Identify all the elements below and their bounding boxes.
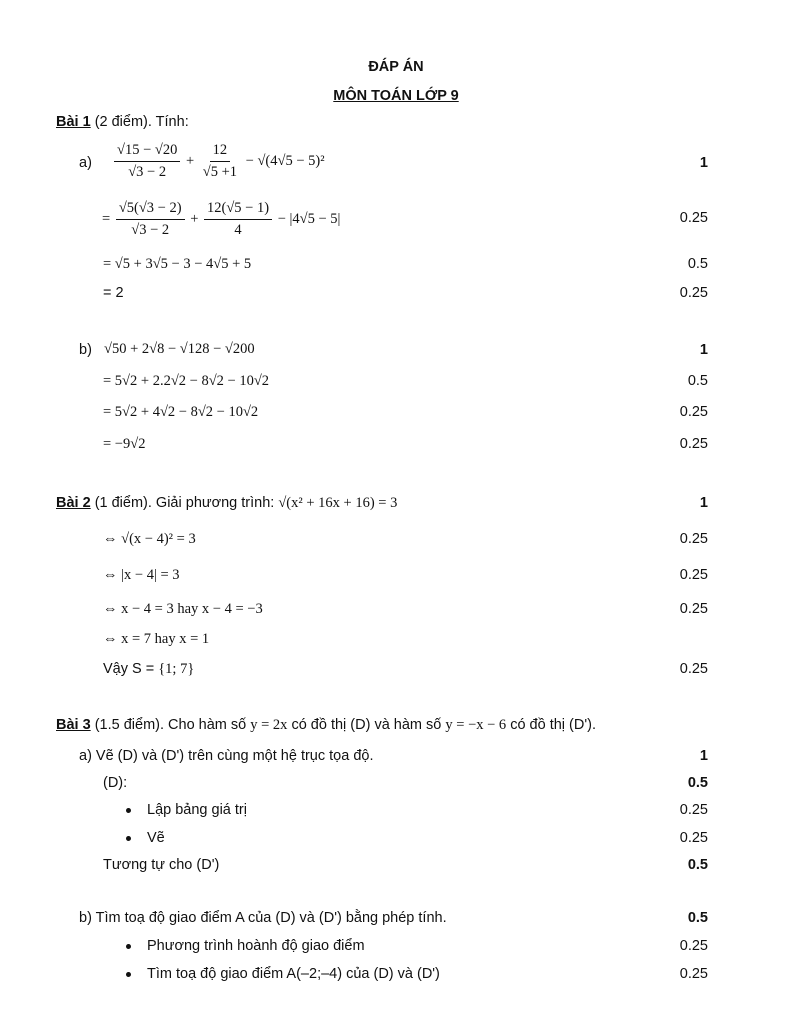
bai1b-points: 1: [699, 342, 708, 358]
bai1a-fraction-1: [114, 142, 180, 181]
bai1-heading-line: [56, 114, 189, 130]
fraction-numerator: 12: [210, 142, 231, 162]
bai3-heading: Bài 3: [56, 717, 91, 733]
bai2-intro: (1 điểm). Giải phương trình:: [90, 495, 279, 511]
bai1a-tail: − √(4√5 − 5)²: [245, 152, 325, 169]
bai2-step3-points: 0.25: [679, 601, 708, 617]
bullet-text: Phương trình hoành độ giao điểm: [147, 938, 365, 954]
bai2-step2: ⇔ |x − 4| = 3: [103, 567, 180, 583]
bai3-function-2: y = −x − 6: [445, 717, 507, 733]
step1-fraction-1: [116, 200, 185, 239]
fraction-denominator: √3 − 2: [131, 222, 170, 238]
bai3a-text: a) Vẽ (D) và (D') trên cùng một hệ trục tọa độ.: [79, 748, 374, 764]
bai1b-step1-points: 0.5: [687, 373, 708, 389]
bullet-icon: [126, 944, 131, 949]
equals-sign: =: [102, 210, 111, 227]
step1-fraction-2: [204, 200, 272, 239]
bai3-function-1: y = 2x: [250, 717, 288, 733]
bai2-conclusion: [103, 661, 194, 678]
bai1b-step3-points: 0.25: [679, 436, 708, 452]
bai1a-label: a): [79, 155, 92, 171]
bai3b-points: 0.5: [687, 910, 708, 926]
bullet-icon: [126, 972, 131, 977]
bai1b-step1: = 5√2 + 2.2√2 − 8√2 − 10√2: [103, 373, 270, 389]
conclusion-label: Vậy S =: [103, 661, 159, 677]
bai3a-d-points: 0.5: [687, 775, 708, 791]
bai3b-text: b) Tìm toạ độ giao điểm A của (D) và (D') bằng phép tính.: [79, 910, 447, 926]
bai3a-bullet-1-points: 0.25: [679, 802, 708, 818]
bullet-icon: [126, 836, 131, 841]
bai1a-step1: [102, 200, 340, 239]
bai1a-step3-points: 0.25: [679, 285, 708, 301]
fraction-numerator: √15 − √20: [114, 142, 180, 162]
plus-sign: +: [185, 152, 195, 169]
subtitle-text: MÔN TOÁN LỚP 9: [333, 88, 459, 104]
bai2-equation: √(x² + 16x + 16) = 3: [278, 495, 398, 511]
bai2-step2-points: 0.25: [679, 567, 708, 583]
bai3b-bullet-1: [126, 938, 365, 954]
bai1a-step3: = 2: [103, 285, 124, 301]
fraction-numerator: √5(√3 − 2): [116, 200, 185, 220]
bai3b-bullet-2-points: 0.25: [679, 966, 708, 982]
document-title: ĐÁP ÁN: [368, 59, 424, 75]
bai3b-bullet-1-points: 0.25: [679, 938, 708, 954]
bai1b-step2: = 5√2 + 4√2 − 8√2 − 10√2: [103, 404, 259, 420]
fraction-denominator: √5 +1: [202, 164, 238, 180]
bai1b-label: b): [79, 342, 92, 358]
bai2-step4: ⇔ x = 7 hay x = 1: [103, 631, 210, 647]
bai1a-step1-points: 0.25: [679, 210, 708, 226]
bai3-intro-1: (1.5 điểm). Cho hàm số: [90, 717, 251, 733]
bai3a-bullet-2-points: 0.25: [679, 830, 708, 846]
bai2-conclusion-points: 0.25: [679, 661, 708, 677]
fraction-denominator: 4: [234, 222, 242, 238]
bai3b-bullet-2: [126, 966, 440, 982]
bai3a-d-label: (D):: [103, 775, 128, 791]
bai3a-similar: Tương tự cho (D'): [103, 857, 220, 873]
bai1b-step2-points: 0.25: [679, 404, 708, 420]
bai1a-fraction-2: [200, 142, 240, 181]
bullet-text: Tìm toạ độ giao điểm A(–2;–4) của (D) và (D'): [147, 966, 440, 982]
bullet-text: Lập bảng giá trị: [147, 802, 247, 818]
bai3a-similar-points: 0.5: [687, 857, 708, 873]
bai2-step1: ⇔ √(x − 4)² = 3: [103, 531, 196, 547]
bullet-text: Vẽ: [147, 830, 165, 846]
bai3a-bullet-2: [126, 830, 165, 846]
step1-tail: − |4√5 − 5|: [277, 210, 341, 227]
bai2-points: 1: [699, 495, 708, 511]
plus-sign: +: [190, 210, 199, 227]
bai3-intro-2: có đồ thị (D) và hàm số: [287, 717, 446, 733]
fraction-numerator: 12(√5 − 1): [204, 200, 272, 220]
bullet-icon: [126, 808, 131, 813]
bai2-step1-points: 0.25: [679, 531, 708, 547]
bai1b-expression: √50 + 2√8 − √128 − √200: [104, 341, 255, 357]
bai2-heading-line: [56, 495, 397, 512]
solution-set: {1; 7}: [158, 661, 195, 677]
fraction-denominator: √3 − 2: [128, 164, 167, 180]
document-subtitle: [0, 88, 792, 104]
bai1a-step2-points: 0.5: [687, 256, 708, 272]
bai1a-points: 1: [699, 155, 708, 171]
bai3-heading-line: [56, 717, 596, 734]
bai1-intro: (2 điểm). Tính:: [90, 114, 189, 130]
bai3-intro-3: có đồ thị (D').: [506, 717, 596, 733]
bai1b-step3: = −9√2: [103, 436, 146, 452]
bai2-step3: ⇔ x − 4 = 3 hay x − 4 = −3: [103, 601, 263, 617]
bai3a-bullet-1: [126, 802, 247, 818]
bai1a-expression: [112, 142, 325, 181]
bai2-heading: Bài 2: [56, 495, 91, 511]
bai1-heading: Bài 1: [56, 114, 91, 130]
bai1a-step2: = √5 + 3√5 − 3 − 4√5 + 5: [103, 256, 252, 272]
bai3a-points: 1: [699, 748, 708, 764]
